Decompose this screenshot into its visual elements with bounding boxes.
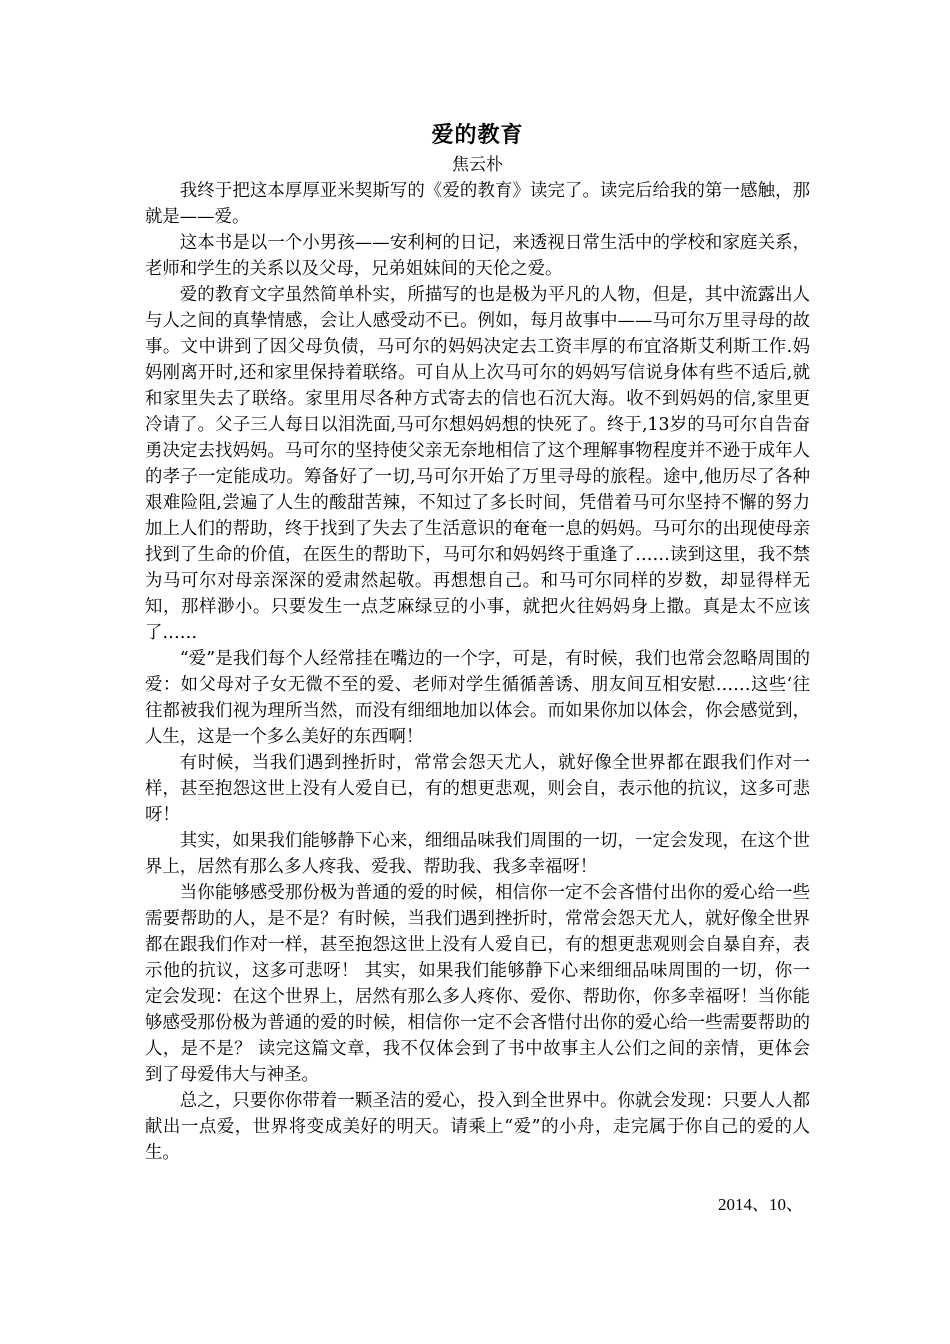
document-title: 爱的教育	[431, 123, 524, 148]
document-body	[145, 118, 810, 1166]
paragraph-8: 总之，只要你你带着一颗圣洁的爱心，投入到全世界中。你就会发现：只要人人都献出一点爱，世界将变成美好的明天。请乘上“爱”的小舟，走完属于你自己的爱的人生。	[145, 1091, 810, 1163]
author-name: 焦云朴	[452, 155, 503, 175]
paragraph-5: 有时候，当我们遇到挫折时，常常会怨天尤人，就好像全世界都在跟我们作对一样，甚至抱怨这世上没有人爱自已，有的想更悲观，则会自，表示他的抗议，这多可悲呀！	[145, 753, 810, 825]
paragraph-3: 爱的教育文字虽然简单朴实，所描写的也是极为平凡的人物，但是，其中流露出人与人之间的真挚情感，会让人感受动不已。例如，每月故事中——马可尔万里寻母的故事。文中讲到了因父母负债，马可尔的妈妈决定去工资丰厚的布宜洛斯艾利斯工作.妈妈刚离开时,还和家里保持着联络。可自从上次马可尔的妈妈写信说身体有些不适后,就和家里失去了联络。家里用尽各种方式寄去的信也石沉大海。收不到妈妈的信,家里更冷请了。父子三人每日以泪洗面,马可尔想妈妈想的快死了。终于,13岁的马可尔自告奋勇决定去找妈妈。马可尔的坚持使父亲无奈地相信了这个理解事物程度并不逊于成年人的孝子一定能成功。筹备好了一切,马可尔开始了万里寻母的旅程。途中,他历尽了各种艰难险阻,尝遍了人生的酸甜苦辣，不知过了多长时间，凭借着马可尔坚持不懈的努力加上人们的帮助，终于找到了失去了生活意识的奄奄一息的妈妈。马可尔的出现使母亲找到了生命的价值，在医生的帮助下，马可尔和妈妈终于重逢了……读到这里，我不禁为马可尔对母亲深深的爱肃然起敬。再想想自己。和马可尔同样的岁数，却显得样无知，那样渺小。只要发生一点芝麻绿豆的小事，就把火往妈妈身上撒。真是太不应该了……	[145, 285, 810, 643]
paragraph-2: 这本书是以一个小男孩——安利柯的日记，来透视日常生活中的学校和家庭关系，老师和学生的关系以及父母，兄弟姐妹间的天伦之爱。	[145, 233, 810, 279]
paragraph-4: “爱”是我们每个人经常挂在嘴边的一个字，可是，有时候，我们也常会忽略周围的爱：如父母对子女无微不至的爱、老师对学生循循善诱、朋友间互相安慰……这些‘往往都被我们视为理所当然，而没有细细地加以体会。而如果你加以体会，你会感觉到，人生，这是一个多么美好的东西啊！	[145, 649, 810, 747]
paragraph-7: 当你能够感受那份极为普通的爱的时候，相信你一定不会吝惜付出你的爱心给一些需要帮助的人，是不是？有时候，当我们遇到挫折时，常常会怨天尤人，就好像全世界都在跟我们作对一样，甚至抱怨这世上没有人爱自已，有的想更悲观则会自暴自弃，表示他的抗议，这多可悲呀！ 其实，如果我们能够静下心来细细品味周围的一切，你一定会发现：在这个世界上，居然有那么多人疼你、爱你、帮助你，你多幸福呀！当你能够感受那份极为普通的爱的时候，相信你一定不会吝惜付出你的爱心给一些需要帮助的人，是不是？ 读完这篇文章，我不仅体会到了书中故事主人公们之间的亲情，更体会到了母爱伟大与神圣。	[145, 883, 810, 1085]
paragraph-6: 其实，如果我们能够静下心来，细细品味我们周围的一切，一定会发现，在这个世界上，居然有那么多人疼我、爱我、帮助我、我多幸福呀！	[145, 831, 810, 877]
paragraph-1: 我终于把这本厚厚亚米契斯写的《爱的教育》读完了。读完后给我的第一感触，那就是——爱。	[145, 181, 810, 227]
document-date: 2014、10、	[718, 1195, 803, 1214]
